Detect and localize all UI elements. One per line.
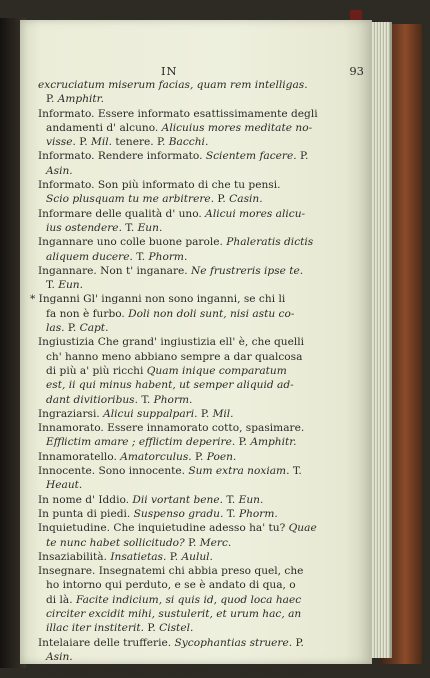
text-line xyxy=(38,135,364,149)
italian-text: T. xyxy=(121,221,138,234)
text-line xyxy=(38,321,364,335)
latin-phrase: las. xyxy=(46,322,65,335)
italian-text: T. xyxy=(132,250,149,263)
italian-text: Ingannare. Non t' inganare. xyxy=(38,264,192,277)
latin-phrase: Alicui suppalpari. xyxy=(103,407,198,420)
italian-text: Informato. Son più informato di che tu pensi. xyxy=(38,179,281,192)
italian-text: ho intorno qui perduto, e se è andato di qua, o xyxy=(46,579,296,592)
text-line xyxy=(38,607,364,621)
latin-phrase: Eun. xyxy=(137,221,163,234)
text-line xyxy=(38,278,364,292)
italian-text: di là. xyxy=(46,593,76,606)
latin-phrase: Facite indicium, si quis id, quod loca haec xyxy=(75,593,302,606)
text-line xyxy=(38,378,364,392)
italian-text: T. xyxy=(223,493,239,506)
text-line xyxy=(38,192,364,206)
italian-text: andamenti d' alcuno. xyxy=(46,121,162,134)
italian-text: P. xyxy=(46,93,58,106)
italian-text: In nome d' Iddio. xyxy=(38,493,133,506)
italian-text: * Inganni Gl' inganni non sono inganni, se chi li xyxy=(30,293,286,306)
italian-text: di più a' più ricchi xyxy=(46,364,147,377)
text-line xyxy=(38,250,364,264)
text-line xyxy=(38,149,364,163)
italian-text: P. xyxy=(166,550,182,563)
latin-phrase: Sycophantias struere. xyxy=(174,636,293,649)
latin-phrase: Amphitr. xyxy=(57,93,104,106)
text-line xyxy=(38,521,364,535)
text-line xyxy=(38,92,364,106)
latin-phrase: Casin. xyxy=(229,193,263,206)
latin-phrase: Sum extra noxiam. xyxy=(188,465,290,478)
text-line xyxy=(38,78,364,92)
latin-phrase: Phaleratis dictis xyxy=(226,236,314,249)
italian-text: Ingiustizia Che grand' ingiustizia ell' è, che quelli xyxy=(38,336,305,349)
latin-phrase: Poen. xyxy=(206,450,237,463)
latin-phrase: Efflictim amare ; efflictim deperire. xyxy=(46,436,236,449)
latin-phrase: Eun. xyxy=(58,279,83,292)
latin-phrase: illac iter institerit. xyxy=(46,622,145,635)
latin-phrase: ius ostendere. xyxy=(46,221,122,234)
italian-text: P. xyxy=(144,622,160,635)
text-line xyxy=(38,350,364,364)
italian-text: P. xyxy=(191,450,207,463)
latin-phrase: excruciatum miserum facias, quam rem intelligas. xyxy=(38,79,308,91)
text-line xyxy=(38,664,364,678)
latin-phrase: Merc. xyxy=(199,536,232,549)
latin-phrase: Ne frustreris ipse te. xyxy=(191,264,304,277)
text-line xyxy=(38,421,364,435)
text-line xyxy=(38,164,364,178)
text-line xyxy=(38,335,364,349)
italian-text: P. xyxy=(184,536,200,549)
latin-phrase: dant divitioribus. xyxy=(46,393,138,406)
italian-text: P. xyxy=(214,193,230,206)
text-line xyxy=(38,235,364,249)
italian-text: Ingannare uno colle buone parole. xyxy=(38,236,227,249)
italian-text: Informato. Essere informato esattissimamente degli xyxy=(38,107,318,120)
page-number: 93 xyxy=(349,64,364,78)
italian-text: Intelaiare delle trufferie. xyxy=(38,636,175,649)
text-line xyxy=(38,178,364,192)
latin-phrase: Eun. xyxy=(238,493,264,506)
italian-text: Innamorato. Essere innamorato cotto, spasimare. xyxy=(38,422,305,435)
latin-phrase: Quam inique comparatum xyxy=(146,364,287,377)
latin-phrase: Phorm. xyxy=(153,393,193,406)
text-line xyxy=(38,550,364,564)
text-line xyxy=(38,121,364,135)
italian-text: P. xyxy=(197,407,213,420)
latin-phrase: Scientem facere. xyxy=(205,150,297,163)
italian-text: T. xyxy=(137,393,154,406)
italian-text: T. xyxy=(46,279,59,292)
latin-phrase: Capt. xyxy=(79,322,109,335)
italian-text: Insaziabilità. xyxy=(38,550,111,563)
latin-phrase: Asin. xyxy=(46,164,73,177)
italian-text: T. xyxy=(223,507,239,520)
italian-text: fa non è furbo. xyxy=(46,307,129,320)
latin-phrase: Quae xyxy=(288,522,317,535)
latin-phrase: circiter excidit mihi, sustulerit, et urum hac, an xyxy=(46,607,302,620)
italian-text: Ingraziarsi. xyxy=(38,407,104,420)
text-line xyxy=(38,621,364,635)
italian-text: P. xyxy=(64,322,80,335)
text-line xyxy=(38,364,364,378)
text-line xyxy=(38,578,364,592)
text-line xyxy=(38,264,364,278)
text-line xyxy=(38,307,364,321)
latin-phrase: te nunc habet sollicitudo? xyxy=(46,536,185,549)
text-line xyxy=(38,650,364,664)
text-line xyxy=(38,493,364,507)
latin-phrase: Amphitr. xyxy=(250,436,297,449)
italian-text: Insegnare. Insegnatemi chi abbia preso quel, che xyxy=(38,565,304,578)
latin-phrase: Alicuius mores meditate no- xyxy=(161,121,313,134)
latin-phrase: Asin. xyxy=(46,650,73,663)
text-line xyxy=(38,207,364,221)
latin-phrase: Mil. xyxy=(212,407,234,420)
text-line xyxy=(38,507,364,521)
text-line xyxy=(38,450,364,464)
italian-text: tenere. P. xyxy=(111,136,169,149)
italian-text: Intendere. Dimmelo in cortesia un' altra volta, per- xyxy=(38,665,313,678)
latin-phrase: aliquem ducere. xyxy=(46,250,133,263)
text-line xyxy=(38,107,364,121)
italian-text: P. xyxy=(296,150,309,163)
latin-phrase: Doli non doli sunt, nisi astu co- xyxy=(128,307,295,320)
latin-phrase: Cistel. xyxy=(159,622,194,635)
latin-phrase: Amatorculus. xyxy=(120,450,192,463)
latin-phrase: Insatietas. xyxy=(110,550,167,563)
italian-text: P. xyxy=(75,136,91,149)
italian-text: P. xyxy=(235,436,251,449)
italian-text: P. xyxy=(292,636,304,649)
latin-phrase: Heaut. xyxy=(46,479,83,492)
italian-text: Innamoratello. xyxy=(38,450,121,463)
latin-phrase: Aulul. xyxy=(181,550,213,563)
latin-phrase: Phorm. xyxy=(238,507,278,520)
latin-phrase: Scio plusquam tu me arbitrere. xyxy=(46,193,215,206)
italian-text: Informare delle qualità d' uno. xyxy=(38,207,206,220)
page-header xyxy=(38,64,364,78)
text-line xyxy=(38,221,364,235)
latin-phrase: Suspenso gradu. xyxy=(133,507,224,520)
text-line xyxy=(38,407,364,421)
latin-phrase: visse. xyxy=(46,136,76,149)
latin-phrase: Dii vortant bene. xyxy=(132,493,223,506)
latin-phrase: Bacchi. xyxy=(168,136,209,149)
latin-phrase: Phorm. xyxy=(148,250,188,263)
text-line xyxy=(38,593,364,607)
italian-text: Informato. Rendere informato. xyxy=(38,150,206,163)
text-lines xyxy=(30,78,364,678)
text-line xyxy=(38,636,364,650)
running-head: IN xyxy=(161,64,178,78)
text-line xyxy=(38,464,364,478)
italian-text: In punta di piedi. xyxy=(38,507,134,520)
italian-text: Innocente. Sono innocente. xyxy=(38,465,189,478)
latin-phrase: Alicui mores alicu- xyxy=(205,207,306,220)
italian-text: T. xyxy=(289,465,302,478)
italian-text: Inquietudine. Che inquietudine adesso ha' tu? xyxy=(38,522,289,535)
text-line xyxy=(38,564,364,578)
latin-phrase: est, ii qui minus habent, ut semper aliquid ad- xyxy=(46,379,294,392)
text-line xyxy=(38,435,364,449)
italian-text: ch' hanno meno abbiano sempre a dar qualcosa xyxy=(46,350,303,363)
text-line xyxy=(38,536,364,550)
text-line xyxy=(38,478,364,492)
latin-phrase: Mil. xyxy=(90,136,112,149)
text-line xyxy=(30,292,364,306)
text-line xyxy=(38,393,364,407)
